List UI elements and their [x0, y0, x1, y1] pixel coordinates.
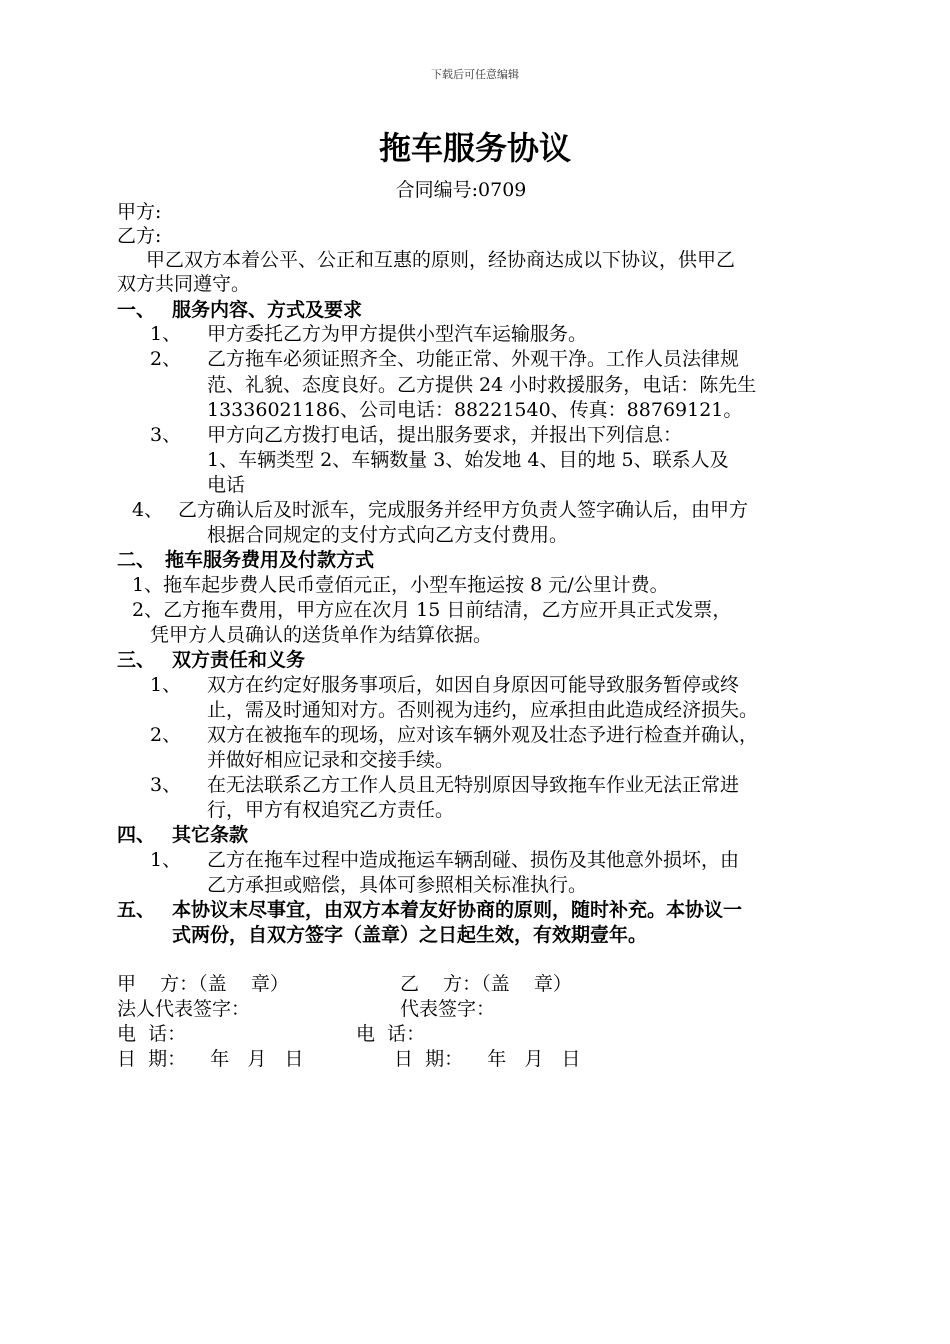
item-text: 乙方在拖车过程中造成拖运车辆刮碰、损伤及其他意外损坏，由: [207, 849, 740, 871]
section-number: 五、: [117, 899, 156, 921]
party-a-date: 日 期： 年 月 日: [117, 1048, 304, 1070]
section-heading: 服务内容、方式及要求: [172, 299, 363, 321]
item-text: 电话: [207, 474, 246, 496]
party-b-phone: 电 话：: [356, 1023, 426, 1045]
item-text: 乙方拖车必须证照齐全、功能正常、外观干净。工作人员法律规: [207, 348, 740, 370]
party-b-seal: 乙 方：（盖 章）: [400, 973, 572, 995]
item-text: 1、车辆类型 2、车辆数量 3、始发地 4、目的地 5、联系人及: [207, 449, 729, 471]
item-number: 2、: [150, 348, 182, 370]
section-number: 四、: [117, 824, 156, 846]
item-text: 在无法联系乙方工作人员且无特别原因导致拖车作业无法正常进: [207, 774, 740, 796]
section-text: 2、乙方拖车费用，甲方应在次月 15 日前结清，乙方应开具正式发票，: [132, 599, 732, 621]
party-a-label: 甲方:: [117, 201, 162, 223]
item-text: 双方在被拖车的现场，应对该车辆外观及壮态予进行检查并确认，: [207, 724, 759, 746]
item-text: 13336021186、公司电话：88221540、传真：88769121。: [207, 399, 743, 421]
item-number: 3、: [150, 424, 182, 446]
item-number: 2、: [150, 724, 182, 746]
section-heading: 拖车服务费用及付款方式: [165, 549, 375, 571]
section-text: 凭甲方人员确认的送货单作为结算依据。: [150, 624, 493, 646]
item-text: 范、礼貌、态度良好。乙方提供 24 小时救援服务，电话：陈先生: [207, 374, 757, 396]
item-number: 1、: [150, 674, 182, 696]
item-text: 甲方向乙方拨打电话，提出服务要求，并报出下列信息：: [207, 424, 683, 446]
item-text: 并做好相应记录和交接手续。: [207, 749, 455, 771]
section-number: 二、: [117, 549, 156, 571]
party-a-seal: 甲 方：（盖 章）: [117, 973, 289, 995]
item-number: 1、: [150, 849, 182, 871]
party-a-phone: 电 话：: [117, 1023, 187, 1045]
section-text: 本协议末尽事宜，由双方本着友好协商的原则，随时补充。本协议一: [172, 899, 743, 921]
party-a-representative: 法人代表签字：: [117, 998, 251, 1020]
item-text: 根据合同规定的支付方式向乙方支付费用。: [207, 524, 569, 546]
party-b-date: 日 期： 年 月 日: [394, 1048, 581, 1070]
item-text: 行，甲方有权追究乙方责任。: [207, 799, 455, 821]
party-b-representative: 代表签字：: [400, 998, 496, 1020]
section-heading: 双方责任和义务: [172, 649, 306, 671]
section-number: 一、: [117, 299, 156, 321]
document-title: 拖车服务协议: [378, 129, 571, 167]
item-text: 甲方委托乙方为甲方提供小型汽车运输服务。: [207, 323, 588, 345]
header-note: 下载后可任意编辑: [431, 68, 519, 81]
item-text: 乙方承担或赔偿，具体可参照相关标准执行。: [207, 874, 588, 896]
item-number: 1、: [150, 323, 182, 345]
item-text: 乙方确认后及时派车，完成服务并经甲方负责人签字确认后，由甲方: [178, 499, 749, 521]
item-number: 4、: [132, 499, 164, 521]
intro-line: 双方共同遵守。: [117, 273, 251, 295]
section-heading: 其它条款: [172, 824, 249, 846]
intro-line: 甲乙双方本着公平、公正和互惠的原则，经协商达成以下协议，供甲乙: [146, 249, 736, 271]
section-text: 1、拖车起步费人民币壹佰元正，小型车拖运按 8 元/公里计费。: [132, 574, 669, 596]
item-text: 止，需及时通知对方。否则视为违约，应承担由此造成经济损失。: [207, 699, 759, 721]
section-text: 式两份，自双方签字（盖章）之日起生效，有效期壹年。: [172, 924, 648, 946]
item-number: 3、: [150, 774, 182, 796]
section-number: 三、: [117, 649, 156, 671]
party-b-label: 乙方:: [117, 225, 162, 247]
item-text: 双方在约定好服务事项后，如因自身原因可能导致服务暂停或终: [207, 674, 740, 696]
contract-number: 合同编号:0709: [395, 179, 527, 201]
